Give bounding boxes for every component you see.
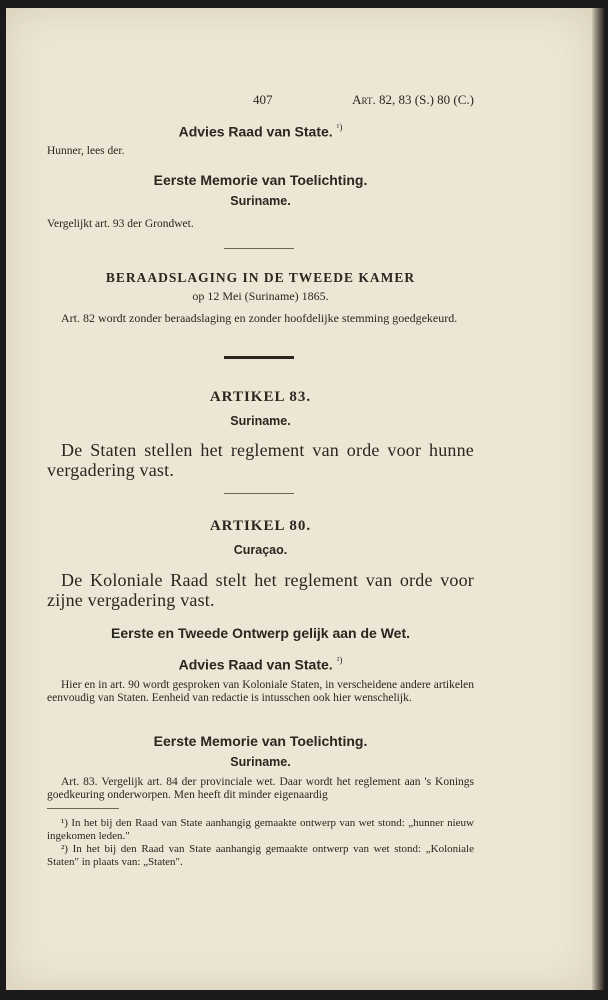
beraad-date: op 12 Mei (Suriname) 1865. bbox=[192, 289, 329, 303]
divider-thick bbox=[224, 356, 294, 359]
divider-thin-2 bbox=[224, 493, 294, 494]
artikel-83-heading: ARTIKEL 83. bbox=[209, 389, 312, 405]
ontwerp-heading: Eerste en Tweede Ontwerp gelijk aan de Wet. bbox=[110, 625, 411, 641]
page-edge bbox=[592, 8, 604, 990]
artikel-80-heading: ARTIKEL 80. bbox=[209, 518, 312, 534]
beraad-text: Art. 82 wordt zonder beraadslaging en zonder hoofdelijke stemming goedgekeurd. bbox=[61, 311, 458, 325]
memorie-sub-1: Suriname. bbox=[230, 194, 291, 208]
beraad-heading: BERAADSLAGING IN DE TWEEDE KAMER bbox=[105, 270, 416, 285]
memorie-text-2: Art. 83. Vergelijk art. 84 der provinciale wet. Daar wordt het reglement aan 's Konings goedkeuring onderworpen. Men heeft dit minder eigenaardig bbox=[47, 776, 474, 801]
footnote-2: ²) In het bij den Raad van State aanhangig gemaakte ontwerp van wet stond: „Koloniale Staten" in plaats van: „Staten". bbox=[47, 843, 474, 868]
artikel-80-text: De Koloniale Raad stelt het reglement van orde voor zijne vergadering vast. bbox=[47, 570, 474, 610]
article-reference: Art. 82, 83 (S.) 80 (C.) bbox=[352, 92, 474, 107]
footnote-1: ¹) In het bij den Raad van State aanhangig gemaakte ontwerp van wet stond: „hunner nieuw ingekomen leden." bbox=[47, 817, 474, 842]
advies-text-1: Hunner, lees der. bbox=[47, 145, 125, 157]
memorie-text-1: Vergelijkt art. 93 der Grondwet. bbox=[47, 218, 194, 230]
memorie-heading-1: Eerste Memorie van Toelichting. bbox=[153, 172, 368, 188]
memorie-heading-2: Eerste Memorie van Toelichting. bbox=[153, 733, 368, 749]
artikel-83-sub: Suriname. bbox=[230, 414, 291, 428]
divider-thin-1 bbox=[224, 248, 294, 249]
advies-heading-2: Advies Raad van State. $^{^2)}$ bbox=[178, 655, 343, 673]
artikel-83-text: De Staten stellen het reglement van orde voor hunne vergadering vast. bbox=[47, 440, 474, 480]
advies-heading-1: Advies Raad van State. $^{^1)}$ bbox=[178, 122, 343, 140]
advies-text-2: Hier en in art. 90 wordt gesproken van Koloniale Staten, in verscheidene andere artikelen eenvoudig van Staten. Eenheid van redactie is intusschen ook hier wenschelijk. bbox=[47, 679, 474, 704]
page-number: 407 bbox=[253, 92, 273, 107]
artikel-80-sub: Curaçao. bbox=[233, 543, 288, 557]
footnote-rule bbox=[47, 808, 119, 809]
memorie-sub-2: Suriname. bbox=[230, 755, 291, 769]
footnote-ref-1: ¹) bbox=[336, 122, 343, 132]
footnote-ref-2: ²) bbox=[336, 655, 343, 665]
